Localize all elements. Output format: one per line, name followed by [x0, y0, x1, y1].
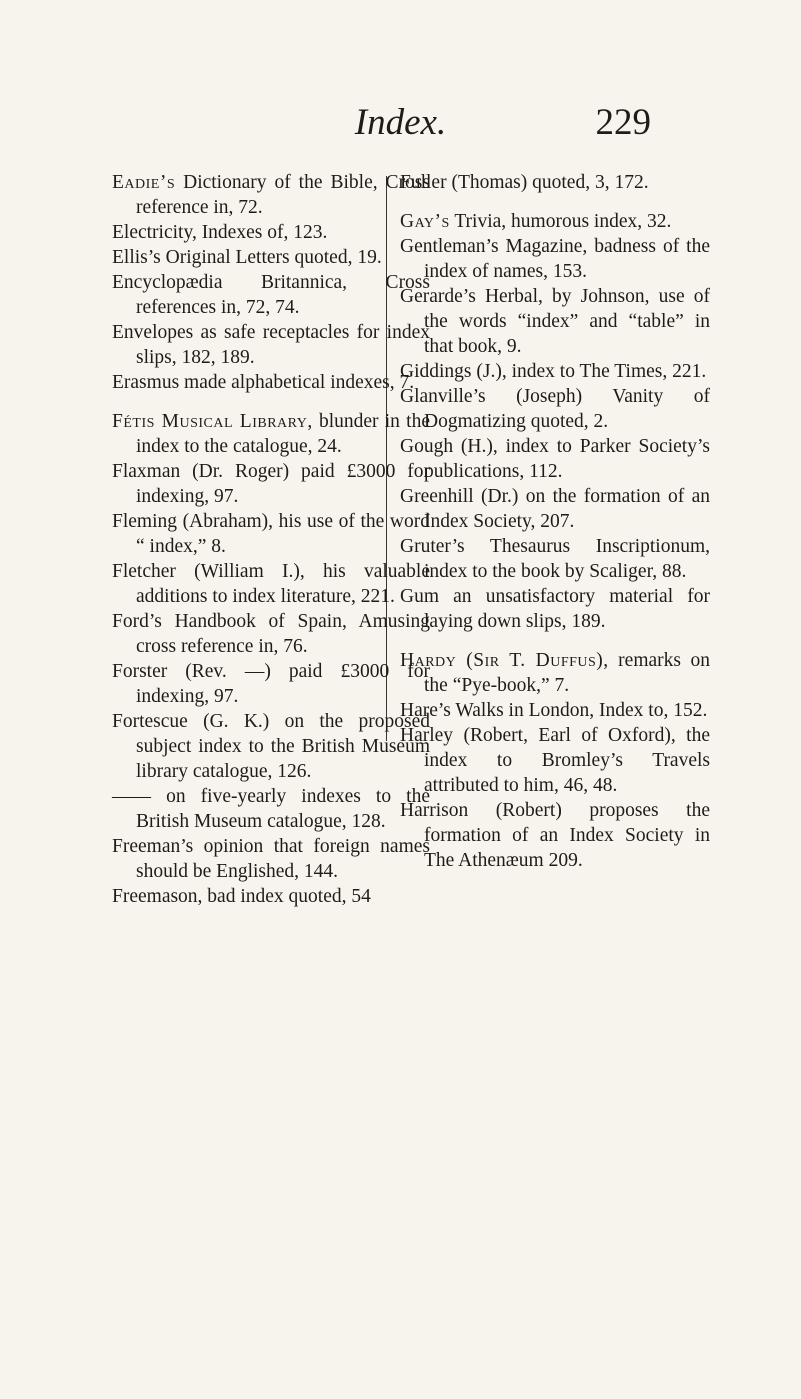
index-entry: Glanville’s (Joseph) Vanity of Dogmatizing quoted, 2.: [400, 386, 710, 432]
index-entry: Greenhill (Dr.) on the formation of an Index Society, 207.: [400, 486, 710, 532]
index-entry: Hare’s Walks in London, Index to, 152.: [400, 700, 708, 721]
index-entry: Encyclopædia Britannica, Cross references in, 72, 74.: [112, 272, 430, 318]
right-column: [400, 170, 710, 873]
page-title: Index.: [354, 102, 447, 143]
index-entry: Gough (H.), index to Parker Society’s publications, 112.: [400, 436, 710, 482]
page-header: [0, 100, 801, 160]
index-entry: Electricity, Indexes of, 123.: [112, 222, 328, 243]
index-entry: Forster (Rev. —) paid £3000 for indexing, 97.: [112, 661, 430, 707]
index-entry: Gruter’s Thesaurus Inscriptionum, index to the book by Scaliger, 88.: [400, 536, 710, 582]
index-entry: Fuller (Thomas) quoted, 3, 172.: [400, 172, 649, 193]
index-entry: Fleming (Abraham), his use of the word “ index,” 8.: [112, 511, 430, 557]
index-entry: Gay’s Trivia, humorous index, 32.: [400, 211, 672, 232]
index-entry: Envelopes as safe receptacles for index slips, 182, 189.: [112, 322, 430, 368]
index-entry: Harrison (Robert) proposes the formation of an Index Society in The Athenæum 209.: [400, 800, 710, 871]
index-entry: Gum an unsatisfactory material for laying down slips, 189.: [400, 586, 710, 632]
left-column: [112, 170, 430, 909]
index-entry: Gentleman’s Magazine, badness of the index of names, 153.: [400, 236, 710, 282]
index-entry: Flaxman (Dr. Roger) paid £3000 for indexing, 97.: [112, 461, 430, 507]
index-entry: Giddings (J.), index to The Times, 221.: [400, 361, 707, 382]
index-entry: Harley (Robert, Earl of Oxford), the index to Bromley’s Travels attributed to him, 46, 48.: [400, 725, 710, 796]
page-number: 229: [595, 102, 651, 143]
index-entry: Fletcher (William I.), his valuable additions to index literature, 221.: [112, 561, 430, 607]
index-entry: Freemason, bad index quoted, 54: [112, 886, 371, 907]
index-entry: Hardy (Sir T. Duffus), remarks on the “Pye-book,” 7.: [400, 650, 710, 696]
index-entry: Eadie’s Dictionary of the Bible, Cross reference in, 72.: [112, 172, 430, 218]
index-entry: Ford’s Handbook of Spain, Amusing cross reference in, 76.: [112, 611, 430, 657]
index-entry: Fortescue (G. K.) on the proposed subject index to the British Museum library catalogue, 126.: [112, 711, 430, 782]
index-entry: Gerarde’s Herbal, by Johnson, use of the words “index” and “table” in that book, 9.: [400, 286, 710, 357]
index-entry: Fétis Musical Library, blunder in the index to the catalogue, 24.: [112, 411, 430, 457]
index-entry: Erasmus made alphabetical indexes, 7.: [112, 372, 415, 393]
index-entry: Freeman’s opinion that foreign names should be Englished, 144.: [112, 836, 430, 882]
index-entry: —— on five-yearly indexes to the British Museum catalogue, 128.: [112, 786, 430, 832]
index-entry: Ellis’s Original Letters quoted, 19.: [112, 247, 382, 268]
